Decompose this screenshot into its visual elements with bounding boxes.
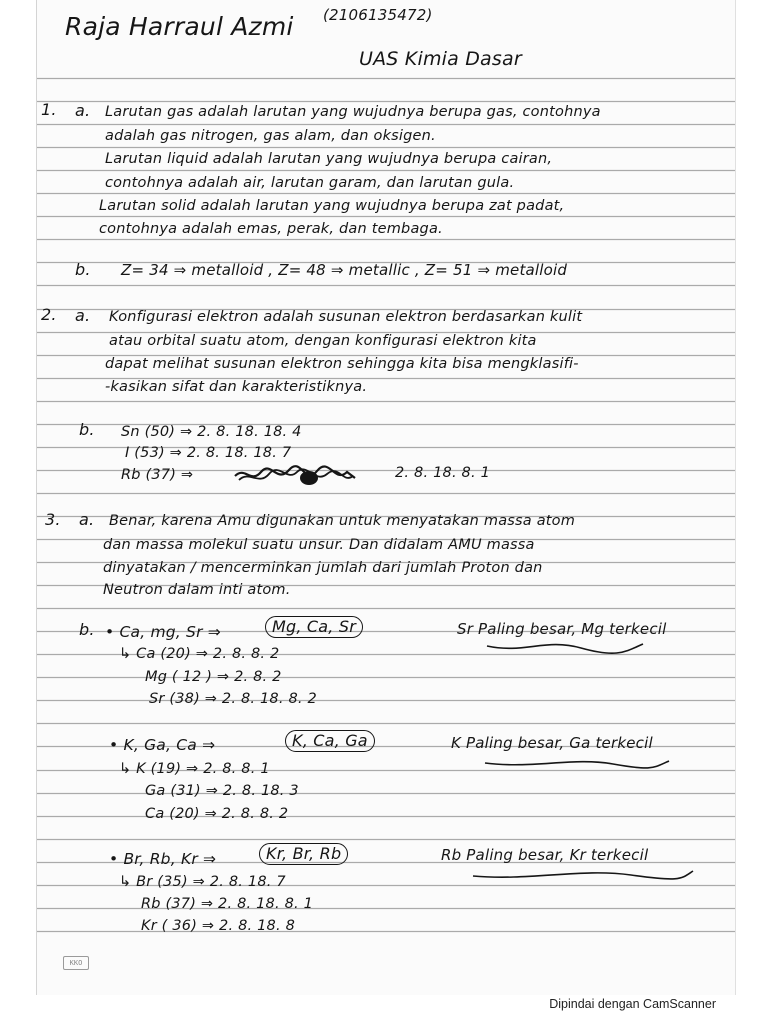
notebook-brand-logo: KKO (63, 956, 89, 970)
group1-config-2: Mg ( 12 ) ⇒ 2. 8. 2 (145, 669, 282, 685)
group2-answer-boxed: K, Ca, Ga (285, 730, 375, 752)
group2-note-underline (483, 756, 673, 772)
q3a-line-2: dan massa molekul suatu unsur. Dan didalam AMU massa (103, 537, 535, 553)
group1-prompt: • Ca, mg, Sr ⇒ (105, 623, 221, 641)
student-name: Raja Harraul Azmi (65, 12, 294, 41)
q1a-line-4: contohnya adalah air, larutan garam, dan larutan gula. (105, 175, 515, 191)
q2-part-a-label: a. (75, 306, 91, 325)
q3-number: 3. (45, 510, 61, 529)
group1-note-underline (485, 640, 645, 656)
group3-note-underline (471, 866, 697, 884)
q2a-line-4: -kasikan sifat dan karakteristiknya. (105, 379, 368, 395)
q2a-line-1: Konfigurasi elektron adalah susunan elektron berdasarkan kulit (109, 309, 583, 325)
student-id: (2106135472) (323, 6, 433, 24)
q2b-line-i: I (53) ⇒ 2. 8. 18. 18. 7 (125, 445, 292, 461)
group1-note: Sr Paling besar, Mg terkecil (457, 620, 667, 638)
q3a-line-1: Benar, karena Amu digunakan untuk menyatakan massa atom (109, 513, 576, 529)
q3-part-a-label: a. (79, 510, 95, 529)
group2-config-2: Ga (31) ⇒ 2. 8. 18. 3 (145, 783, 299, 799)
group2-prompt: • K, Ga, Ca ⇒ (109, 736, 216, 754)
group3-answer-boxed: Kr, Br, Rb (259, 843, 348, 865)
q2b-line-rb: Rb (37) ⇒ (121, 467, 194, 483)
q2a-line-3: dapat melihat susunan elektron sehingga kita bisa mengklasifi- (105, 356, 579, 372)
q1-part-a-label: a. (75, 101, 91, 120)
group3-config-2: Rb (37) ⇒ 2. 8. 18. 8. 1 (141, 896, 314, 912)
group2-note: K Paling besar, Ga terkecil (451, 734, 653, 752)
crossed-out-scribble (231, 462, 361, 488)
group1-answer-boxed: Mg, Ca, Sr (265, 616, 363, 638)
q1a-line-1: Larutan gas adalah larutan yang wujudnya berupa gas, contohnya (105, 104, 601, 120)
q1a-line-2: adalah gas nitrogen, gas alam, dan oksigen. (105, 128, 436, 144)
camscanner-watermark: Dipindai dengan CamScanner (549, 997, 716, 1011)
q1-number: 1. (41, 100, 57, 119)
q1a-line-3: Larutan liquid adalah larutan yang wujudnya berupa cairan, (105, 151, 553, 167)
q2b-line-rb-config: 2. 8. 18. 8. 1 (395, 465, 491, 481)
notebook-page (36, 0, 736, 995)
group3-config-3: Kr ( 36) ⇒ 2. 8. 18. 8 (141, 918, 296, 934)
q1a-line-5: Larutan solid adalah larutan yang wujudnya berupa zat padat, (99, 198, 565, 214)
q2-part-b-label: b. (79, 420, 95, 439)
q1b-line: Z= 34 ⇒ metalloid , Z= 48 ⇒ metallic , Z= 51 ⇒ metalloid (121, 261, 568, 279)
q1a-line-6: contohnya adalah emas, perak, dan tembaga. (99, 221, 443, 237)
q3a-line-3: dinyatakan / mencerminkan jumlah dari jumlah Proton dan (103, 560, 543, 576)
group3-prompt: • Br, Rb, Kr ⇒ (109, 850, 217, 868)
q3-part-b-label: b. (79, 620, 95, 639)
group1-config-1: ↳ Ca (20) ⇒ 2. 8. 8. 2 (119, 646, 280, 662)
q2a-line-2: atau orbital suatu atom, dengan konfigurasi elektron kita (109, 333, 537, 349)
group2-config-3: Ca (20) ⇒ 2. 8. 8. 2 (145, 806, 289, 822)
group3-note: Rb Paling besar, Kr terkecil (441, 846, 649, 864)
group1-config-3: Sr (38) ⇒ 2. 8. 18. 8. 2 (149, 691, 317, 707)
q3a-line-4: Neutron dalam inti atom. (103, 582, 291, 598)
group2-config-1: ↳ K (19) ⇒ 2. 8. 8. 1 (119, 761, 270, 777)
q2-number: 2. (41, 305, 57, 324)
q2b-line-sn: Sn (50) ⇒ 2. 8. 18. 18. 4 (121, 424, 302, 440)
q1-part-b-label: b. (75, 260, 91, 279)
group3-config-1: ↳ Br (35) ⇒ 2. 8. 18. 7 (119, 874, 286, 890)
exam-subject: UAS Kimia Dasar (359, 48, 522, 70)
